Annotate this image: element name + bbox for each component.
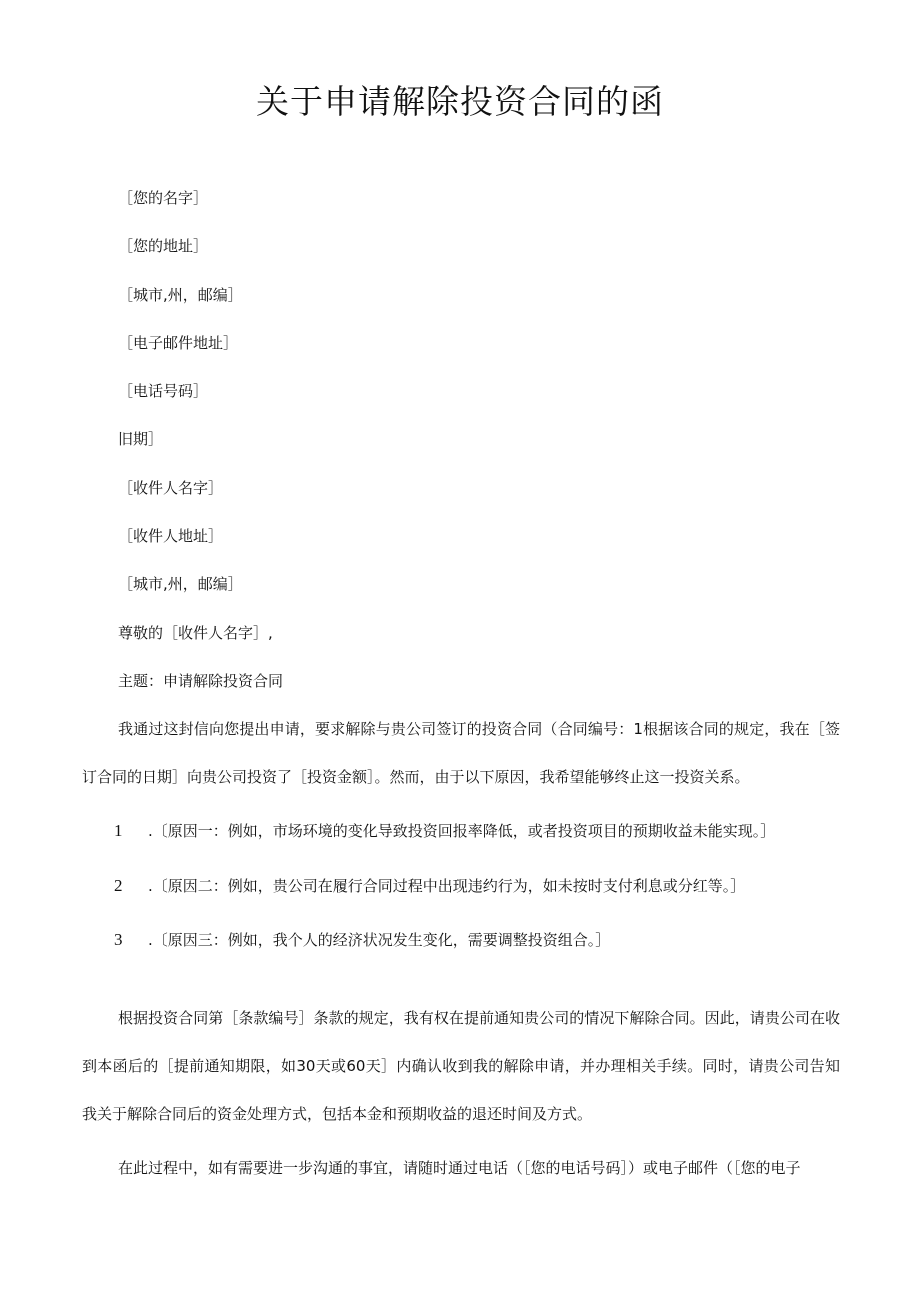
paragraph-intro: 我通过这封信向您提出申请，要求解除与贵公司签订的投资合同（合同编号：1根据该合同的规定，我在［签订合同的日期］向贵公司投资了［投资金额］。然而，由于以下原因，我希望能够终止这一投资关系。 <box>82 720 840 786</box>
reason-item-3 <box>114 930 610 950</box>
paragraph-contract-terms: 根据投资合同第［条款编号］条款的规定，我有权在提前通知贵公司的情况下解除合同。因此，请贵公司在收到本函后的［提前通知期限，如30天或60天］内确认收到我的解除申请，并办理相关手续。同时，请贵公司告知我关于解除合同后的资金处理方式，包括本金和预期收益的退还时间及方式。 <box>82 1009 840 1123</box>
recipient-city-state-zip: ［城市,州，邮编］ <box>118 575 243 593</box>
reason-text: .〔原因二：例如，贵公司在履行合同过程中出现违约行为，如未按时支付利息或分红等。］ <box>148 877 746 895</box>
reason-item-1 <box>114 821 775 841</box>
reason-text: .〔原因三：例如，我个人的经济状况发生变化，需要调整投资组合。］ <box>148 931 611 949</box>
salutation: 尊敬的［收件人名字］, <box>118 624 273 642</box>
sender-email: ［电子邮件地址］ <box>118 334 239 352</box>
recipient-address: ［收件人地址］ <box>118 527 224 545</box>
reason-number: 2 <box>114 876 123 895</box>
sender-name: ［您的名字］ <box>118 189 209 207</box>
sender-city-state-zip: ［城市,州，邮编］ <box>118 286 243 304</box>
sender-address: ［您的地址］ <box>118 237 209 255</box>
reason-number: 1 <box>114 821 123 840</box>
date-line: 旧期］ <box>118 430 164 448</box>
sender-phone: ［电话号码］ <box>118 382 209 400</box>
document-title: 关于申请解除投资合同的函 <box>256 82 664 121</box>
reason-number: 3 <box>114 930 123 949</box>
recipient-name: ［收件人名字］ <box>118 479 224 497</box>
paragraph-contact: 在此过程中，如有需要进一步沟通的事宜，请随时通过电话（［您的电话号码］）或电子邮件（［您的电子 <box>118 1159 801 1177</box>
reason-text: .〔原因一：例如，市场环境的变化导致投资回报率降低，或者投资项目的预期收益未能实现。］ <box>148 822 776 840</box>
subject-line: 主题：申请解除投资合同 <box>118 672 284 690</box>
reason-item-2 <box>114 876 745 896</box>
